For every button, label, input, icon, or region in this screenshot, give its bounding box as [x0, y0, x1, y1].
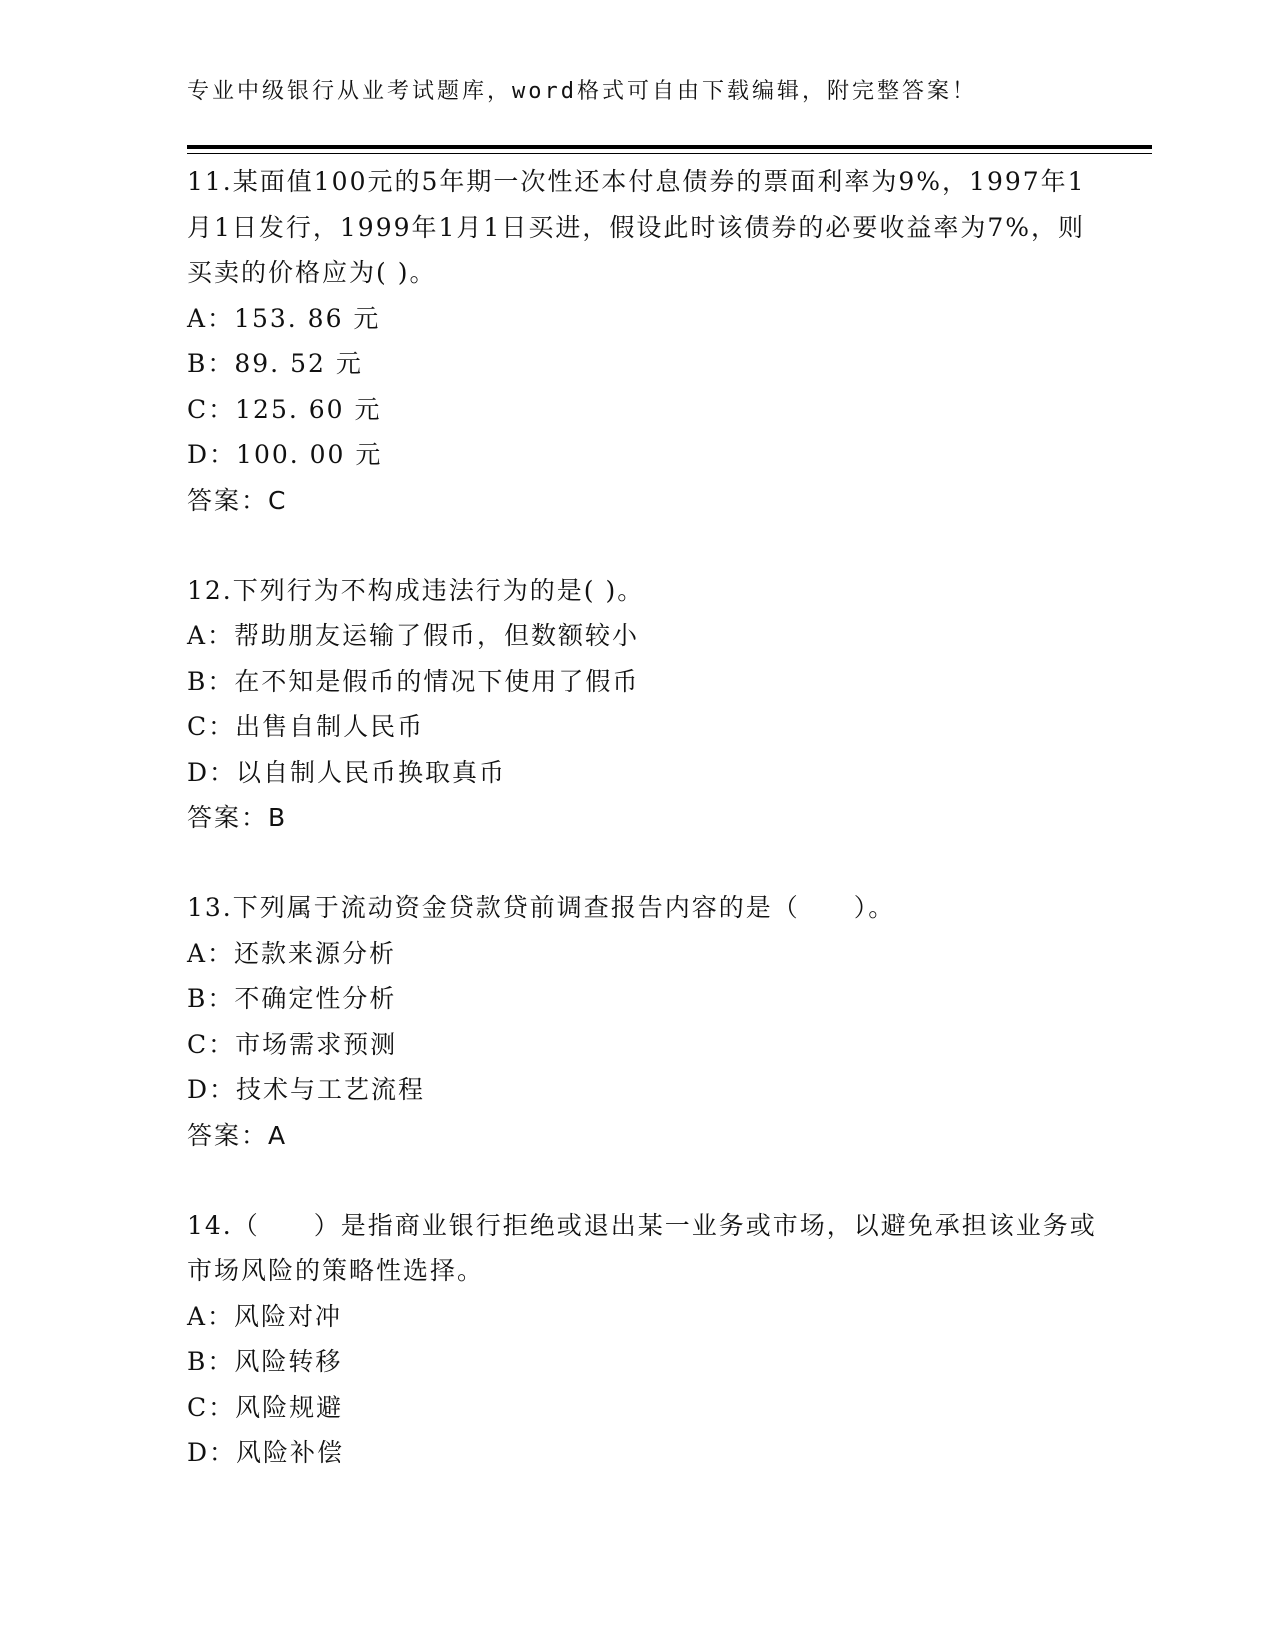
question-text: 14.（ ）是指商业银行拒绝或退出某一业务或市场，以避免承担该业务或市场风险的策略性选择。	[187, 1210, 1097, 1285]
question-text: 12.下列行为不构成违法行为的是( )。	[187, 575, 645, 605]
answer-line: 答案：A	[187, 1120, 288, 1150]
option-c: C：125. 60 元	[187, 394, 382, 424]
option-d: D：100. 00 元	[187, 440, 383, 469]
question-14	[187, 1203, 1107, 1476]
option-d: D：风险补偿	[187, 1438, 345, 1467]
question-text: 11.某面值100元的5年期一次性还本付息债券的票面利率为9%，1997年1月1日发行，1999年1月1日买进，假设此时该债券的必要收益率为7%，则买卖的价格应为( )。	[187, 167, 1086, 287]
option-a: A：还款来源分析	[187, 938, 397, 968]
option-b: B：风险转移	[187, 1347, 343, 1376]
option-c: C：出售自制人民币	[187, 712, 425, 741]
option-a: A：帮助朋友运输了假币，但数额较小	[187, 621, 640, 650]
option-c: C：风险规避	[187, 1392, 344, 1422]
question-11	[187, 159, 1107, 524]
option-d: D：以自制人民币换取真币	[187, 757, 507, 787]
question-text: 13.下列属于流动资金贷款贷前调查报告内容的是（ ）。	[187, 893, 896, 922]
option-b: B：89. 52 元	[187, 349, 363, 378]
option-b: B：不确定性分析	[187, 984, 397, 1013]
option-a: A：153. 86 元	[187, 303, 381, 333]
answer-line: 答案：C	[187, 485, 288, 515]
option-c: C：市场需求预测	[187, 1029, 398, 1059]
document-header: 专业中级银行从业考试题库，word格式可自由下载编辑，附完整答案！	[187, 79, 977, 104]
question-12	[187, 568, 1107, 842]
question-list	[187, 159, 1107, 1476]
option-d: D：技术与工艺流程	[187, 1075, 426, 1104]
header-divider-thin	[187, 153, 1152, 154]
option-b: B：在不知是假币的情况下使用了假币	[187, 666, 640, 696]
option-a: A：风险对冲	[187, 1301, 343, 1331]
header-divider-thick	[187, 145, 1152, 149]
answer-line: 答案：B	[187, 803, 288, 832]
question-13	[187, 885, 1107, 1159]
